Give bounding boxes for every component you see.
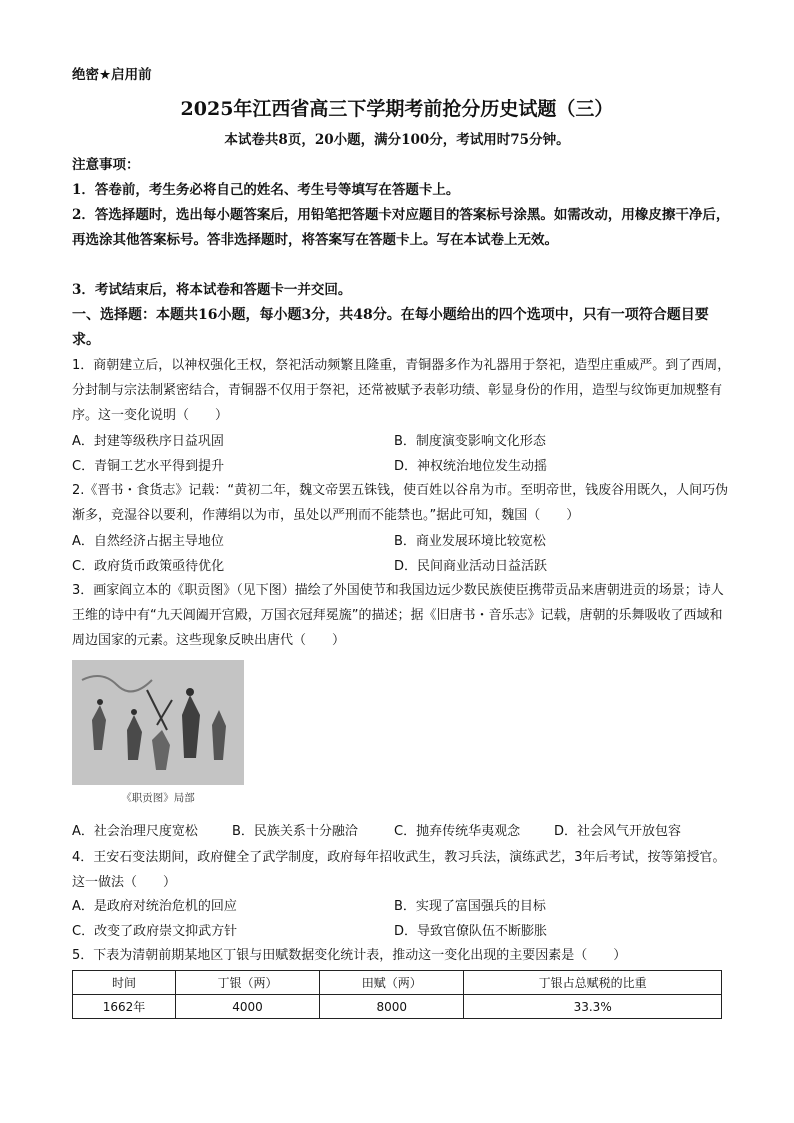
table-cell: 33.3% bbox=[464, 995, 722, 1019]
table-header-row bbox=[73, 971, 722, 995]
question-stem: 3．画家阎立本的《职贡图》（见下图）描绘了外国使节和我国边远少数民族使臣携带贡品来唐朝进贡的场景；诗人王维的诗中有“九天阊阖开宫殿，万国衣冠拜冕旒”的描述；据《旧唐书・音乐志》记载，唐朝的乐舞吸收了西域和周边国家的元素。这些现象反映出唐代（ ） bbox=[72, 583, 724, 648]
option-b: B．商业发展环境比较宽松 bbox=[394, 534, 546, 549]
notes-heading: 注意事项： bbox=[72, 157, 140, 173]
figure-caption: 《职贡图》局部 bbox=[121, 792, 195, 804]
option-a: A．社会治理尺度宽松 bbox=[72, 824, 198, 839]
option-b: B．实现了富国强兵的目标 bbox=[394, 899, 546, 914]
note-item: 1．答卷前，考生务必将自己的姓名、考生号等填写在答题卡上。 bbox=[72, 182, 460, 198]
note-item: 2．答选择题时，选出每小题答案后，用铅笔把答题卡对应题目的答案标号涂黑。如需改动，用橡皮擦干净后，再选涂其他答案标号。答非选择题时，将答案写在答题卡上。写在本试卷上无效。 bbox=[72, 207, 730, 248]
table-header-cell: 时间 bbox=[73, 971, 176, 995]
option-d: D．社会风气开放包容 bbox=[554, 824, 682, 839]
option-d: D．神权统治地位发生动摇 bbox=[394, 459, 548, 474]
page-subtitle: 本试卷共8页，20小题，满分100分，考试用时75分钟。 bbox=[224, 132, 570, 148]
option-a: A．是政府对统治危机的回应 bbox=[72, 899, 237, 914]
section-heading: 一、选择题：本题共16小题，每小题3分，共48分。在每小题给出的四个选项中，只有一项符合题目要求。 bbox=[72, 307, 709, 348]
option-b: B．民族关系十分融洽 bbox=[232, 824, 358, 839]
question-stem: 5．下表为清朝前期某地区丁银与田赋数据变化统计表，推动这一变化出现的主要因素是（ ） bbox=[72, 948, 627, 963]
option-a: A．自然经济占据主导地位 bbox=[72, 534, 224, 549]
table-header-cell: 田赋（两） bbox=[320, 971, 464, 995]
note-item: 3．考试结束后，将本试卷和答题卡一并交回。 bbox=[72, 282, 352, 298]
option-b: B．制度演变影响文化形态 bbox=[394, 434, 546, 449]
page-title: 2025年江西省高三下学期考前抢分历史试题（三） bbox=[180, 98, 614, 120]
table-cell: 4000 bbox=[175, 995, 319, 1019]
question-stem: 4．王安石变法期间，政府健全了武学制度，政府每年招收武生，教习兵法，演练武艺，3年后考试，按等第授官。这一做法（ ） bbox=[72, 850, 726, 890]
option-d: D．民间商业活动日益活跃 bbox=[394, 559, 548, 574]
table-row bbox=[73, 995, 722, 1019]
question-stem: 1．商朝建立后，以神权强化王权，祭祀活动频繁且隆重，青铜器多作为礼器用于祭祀，造型庄重威严。到了西周，分封制与宗法制紧密结合，青铜器不仅用于祭祀，还常被赋予表彰功绩、彰显身份的作用，造型与纹饰更加规整有序。这一变化说明（ ） bbox=[72, 358, 731, 423]
option-c: C．政府货币政策亟待优化 bbox=[72, 559, 225, 574]
option-c: C．青铜工艺水平得到提升 bbox=[72, 459, 225, 474]
table-cell: 1662年 bbox=[73, 995, 176, 1019]
table-header-cell: 丁银占总赋税的比重 bbox=[464, 971, 722, 995]
option-c: C．改变了政府崇文抑武方针 bbox=[72, 924, 238, 939]
data-table bbox=[72, 970, 722, 1019]
table-cell: 8000 bbox=[320, 995, 464, 1019]
option-a: A．封建等级秩序日益巩固 bbox=[72, 434, 224, 449]
option-c: C．抛弃传统华夷观念 bbox=[394, 824, 521, 839]
question-stem: 2.《晋书・食货志》记载：“黄初二年，魏文帝罢五铢钱，使百姓以谷帛为市。至明帝世，钱废谷用既久，人间巧伪渐多，竞湿谷以要利，作薄绢以为市，虽处以严刑而不能禁也。”据此可知，魏国（ ） bbox=[72, 483, 729, 523]
table-header-cell: 丁银（两） bbox=[175, 971, 319, 995]
painting-sketch bbox=[72, 660, 244, 785]
secret-label: 绝密★启用前 bbox=[72, 67, 152, 83]
option-d: D．导致官僚队伍不断膨胀 bbox=[394, 924, 548, 939]
painting-image bbox=[72, 660, 244, 785]
